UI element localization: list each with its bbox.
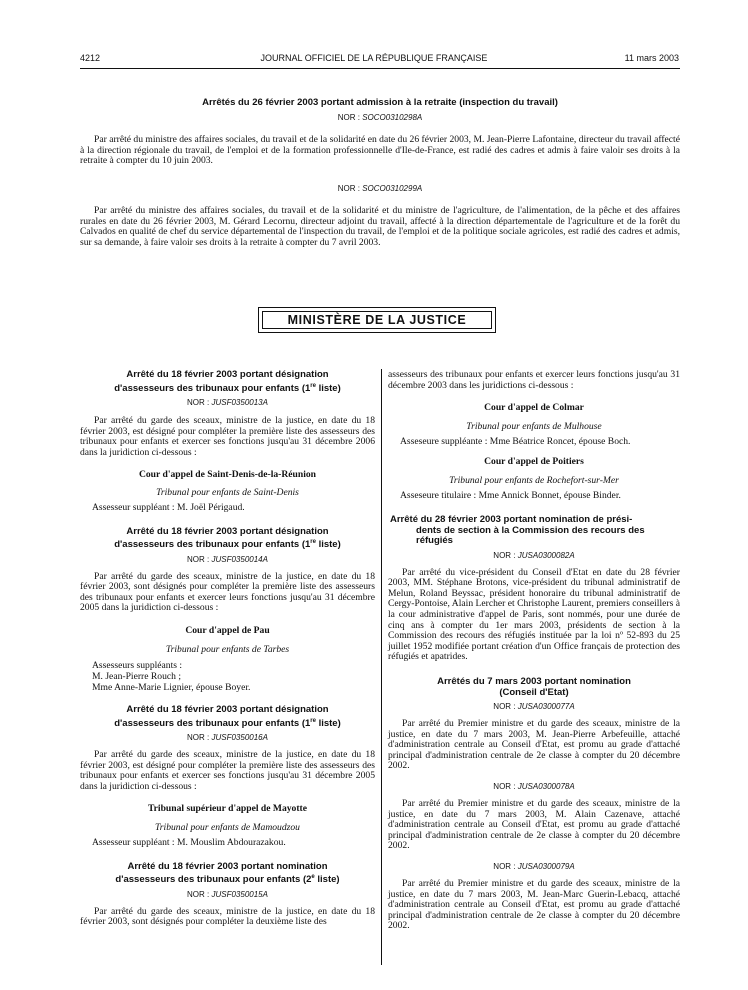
arrete-3 [80,705,375,848]
arrete-4-paragraph: Par arrêté du garde des sceaux, ministre de la justice, en date du 18 février 2003, sont désignés pour compléter la deuxième liste des [80,905,375,928]
tribunal-rochefort: Tribunal pour enfants de Rochefort-sur-Mer [449,475,619,487]
arrete-4-nor: NOR : JUSF0350015A [187,889,268,899]
arrete-1-court: Cour d'appel de Saint-Denis-de-la-Réunion [138,468,317,480]
column-divider [381,369,382,965]
arrete-1-nor: NOR : JUSF0350013A [187,398,268,408]
arrete-1-assessor: Assesseur suppléant : M. Joël Périgaud. [92,501,245,513]
header-rule [80,68,680,69]
left-column [80,370,375,928]
arrete-refugees-nor: NOR : JUSA0300082A [493,550,575,560]
arrete-1-paragraph: Par arrêté du garde des sceaux, ministre de la justice, en date du 18 février 2003, est désigné pour compléter la première liste des assesseurs des tribunaux pour enfants et exercer ses fonctions jusqu'au 31 décembre 2006 dans la juridiction ci-dessous : [80,415,375,458]
arrete-3-assessor: Assesseur suppléant : M. Mouslim Abdourazakou. [92,836,286,848]
arrete-1-tribunal: Tribunal pour enfants de Saint-Denis [156,486,299,498]
arrete-2-tribunal: Tribunal pour enfants de Tarbes [165,644,290,656]
arrete-2 [80,527,375,694]
arrete-2-assessor-1: M. Jean-Pierre Rouch ; [92,671,181,683]
top-nor-2: NOR : SOCO0310299A [337,184,423,193]
assessor-poitiers: Asseseure titulaire : Mme Annick Bonnet, épouse Binder. [400,490,621,502]
arrete-refugees [388,515,680,663]
arrete-2-nor: NOR : JUSF0350014A [187,554,268,564]
arrete-2-title: Arrêté du 18 février 2003 portant désignation d'assesseurs des tribunaux pour enfants (1re liste) [114,525,341,551]
arrete-3-paragraph: Par arrêté du garde des sceaux, ministre de la justice, en date du 18 février 2003, est désigné pour compléter la première liste des assesseurs des tribunaux pour enfants et exercer ses fonctions jusqu'au 31 décembre 2005 dans la juridiction ci-dessous : [80,749,375,792]
arrete-3-nor: NOR : JUSF0350016A [187,733,268,743]
conseil-etat-paragraph-3: Par arrêté du Premier ministre et du garde des sceaux, ministre de la justice, en date du 7 mars 2003, M. Jean-Marc Guerin-Lebacq, attaché d'administration centrale au Conseil d'Etat, est promu au grade d'attaché principal d'administration centrale de 2e classe à compter du 20 décembre 2002. [388,877,680,932]
issue-date: 11 mars 2003 [624,53,679,63]
court-poitiers: Cour d'appel de Poitiers [484,456,584,468]
top-title: Arrêtés du 26 février 2003 portant admission à la retraite (inspection du travail) [202,97,558,108]
continued-paragraph: assesseurs des tribunaux pour enfants et exercer leurs fonctions jusqu'au 31 décembre 2003 dans les juridictions ci-dessous : [388,369,680,391]
ministry-title: MINISTÈRE DE LA JUSTICE [262,311,492,329]
arrete-3-title: Arrêté du 18 février 2003 portant désignation d'assesseurs des tribunaux pour enfants (1re liste) [114,704,341,729]
arrete-2-assessors-label: Assesseurs suppléants : [92,660,183,672]
arrete-2-assessor-2: Mme Anne-Marie Lignier, épouse Boyer. [92,682,251,694]
arrete-4-title: Arrêté du 18 février 2003 portant nomination d'assesseurs des tribunaux pour enfants (2e liste) [115,860,340,886]
conseil-etat-nor-2: NOR : JUSA0300078A [493,782,575,791]
page-number: 4212 [80,53,101,63]
assessor-colmar: Asseseure suppléante : Mme Béatrice Roncet, épouse Boch. [400,436,631,448]
ministry-box [258,307,496,333]
top-paragraph-1: Par arrêté du ministre des affaires sociales, du travail et de la solidarité en date du 26 février 2003, M. Jean-Pierre Lafontaine, directeur du travail affecté à la direction régionale du travail, de l'emploi et de la formation professionnelle d'Ile-de-France, est radié des cadres et admis à faire valoir ses droits à la retraite à compter du 10 juin 2003. [80,134,680,167]
conseil-etat-paragraph-2: Par arrêté du Premier ministre et du garde des sceaux, ministre de la justice, en date du 7 mars 2003, M. Alain Cazenave, attaché d'administration centrale au Conseil d'Etat, est promu au grade d'attaché principal d'administration centrale de 2e classe à compter du 20 décembre 2002. [388,798,680,852]
right-column [388,370,680,932]
arrete-refugees-paragraph: Par arrêté du vice-président du Conseil d'Etat en date du 28 février 2003, MM. Stéphane Brotons, vice-président du tribunal administratif de Melun, Roland Beyssac, président honoraire du tribunal administratif de Cergy-Pontoise, Alain Lercher et Christophe Laurent, premiers conseillers à la cour administrative d'appel de Paris, sont nommés, pour une durée de cinq ans à compter du 1er mars 2003, présidents de section à la Commission des recours des réfugiés instituée par la loi nº 52-893 du 25 juillet 1952 modifiée portant création d'un Office français de protection des réfugiés et apatrides. [388,566,680,663]
arrete-2-paragraph: Par arrêté du garde des sceaux, ministre de la justice, en date du 18 février 2003, sont désignés pour compléter la première liste des assesseurs des tribunaux pour enfants et exercer leurs fonctions jusqu'au 31 décembre 2005 dans la juridiction ci-dessous : [80,570,375,614]
arrete-4 [80,862,375,928]
arrete-1-title: Arrêté du 18 février 2003 portant désignation d'assesseurs des tribunaux pour enfants (1re liste) [114,369,341,394]
top-paragraph-2: Par arrêté du ministre des affaires sociales, du travail et de la solidarité et du ministre de l'agriculture, de l'alimentation, de la pêche et des affaires rurales en date du 26 février 2003, M. Gérard Lecornu, directeur adjoint du travail, affecté à la direction départementale de l'agriculture et de la forêt du Calvados en qualité de chef du service départemental de l'inspection du travail, de l'emploi et de la politique sociale agricoles, est radié des cadres et admis, sur sa demande, à faire valoir ses droits à la retraite à compter du 7 avril 2003. [80,205,680,248]
arrete-3-tribunal: Tribunal pour enfants de Mamoudzou [155,821,300,833]
tribunal-mulhouse: Tribunal pour enfants de Mulhouse [466,421,602,433]
arrete-2-court: Cour d'appel de Pau [185,625,270,637]
arrete-refugees-title: Arrêté du 28 février 2003 portant nomination de prési- dents de section à la Commission des recours des réfugiés [390,514,645,547]
conseil-etat-nor-1: NOR : JUSA0300077A [493,702,575,712]
conseil-etat-paragraph-1: Par arrêté du Premier ministre et du garde des sceaux, ministre de la justice, en date du 7 mars 2003, M. Jean-Pierre Arbefeuille, attaché d'administration centrale au Conseil d'Etat, est promu au grade d'attaché principal d'administration centrale de 2e classe à compter du 20 décembre 2002. [388,718,680,772]
arretes-conseil-etat-title: Arrêtés du 7 mars 2003 portant nomination (Conseil d'Etat) [437,676,631,698]
arretes-conseil-etat [388,677,680,932]
top-nor-1: NOR : SOCO0310298A [337,113,423,122]
arrete-3-court: Tribunal supérieur d'appel de Mayotte [147,802,308,814]
arrete-1 [80,370,375,513]
journal-title: JOURNAL OFFICIEL DE LA RÉPUBLIQUE FRANÇAISE [260,53,488,63]
court-colmar: Cour d'appel de Colmar [484,402,584,414]
conseil-etat-nor-3: NOR : JUSA0300079A [493,861,575,871]
